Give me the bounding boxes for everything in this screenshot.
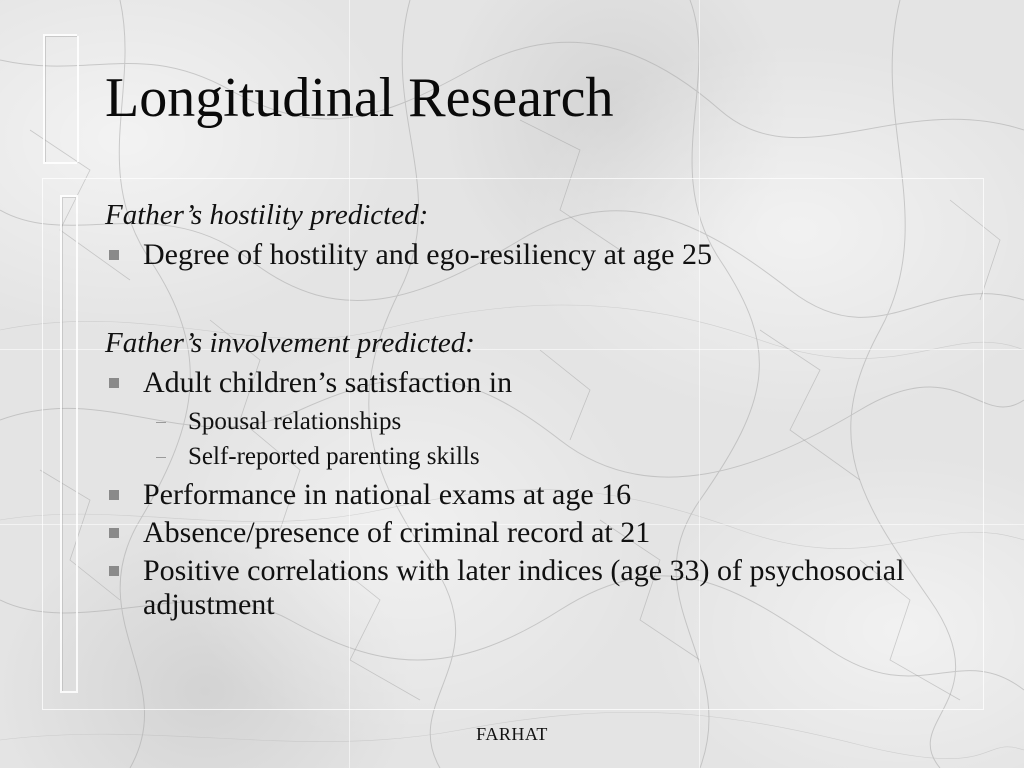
dash-bullet-icon [156,422,166,423]
sub-bullet-item [105,439,965,474]
bullet-item [105,366,965,400]
section-heading-involvement: Father’s involvement predicted: [105,327,475,359]
bullet-item [105,478,965,512]
slide-title: Longitudinal Research [105,67,614,129]
square-bullet-icon [109,566,119,576]
square-bullet-icon [109,250,119,260]
bullet-item [105,238,965,272]
bullet-item [105,516,965,550]
section-heading-hostility: Father’s hostility predicted: [105,199,429,231]
bullet-text: Positive correlations with later indices (age 33) of psychosocial adjustment [143,554,905,621]
dash-bullet-icon [156,457,166,458]
square-bullet-icon [109,378,119,388]
slide-body [105,196,965,626]
body-bracket-decoration [60,195,78,693]
square-bullet-icon [109,528,119,538]
bullet-text: Performance in national exams at age 16 [143,478,632,511]
bullet-text: Degree of hostility and ego-resiliency at age 25 [143,238,712,271]
title-bracket-decoration [43,34,77,164]
bullet-text: Absence/presence of criminal record at 21 [143,516,651,549]
sub-bullet-item [105,404,965,439]
slide-footer: FARHAT [476,724,548,744]
bullet-text: Adult children’s satisfaction in [143,366,513,399]
sub-bullet-text: Spousal relationships [188,408,402,435]
sub-bullet-text: Self-reported parenting skills [188,443,480,470]
bullet-item [105,554,965,622]
square-bullet-icon [109,490,119,500]
